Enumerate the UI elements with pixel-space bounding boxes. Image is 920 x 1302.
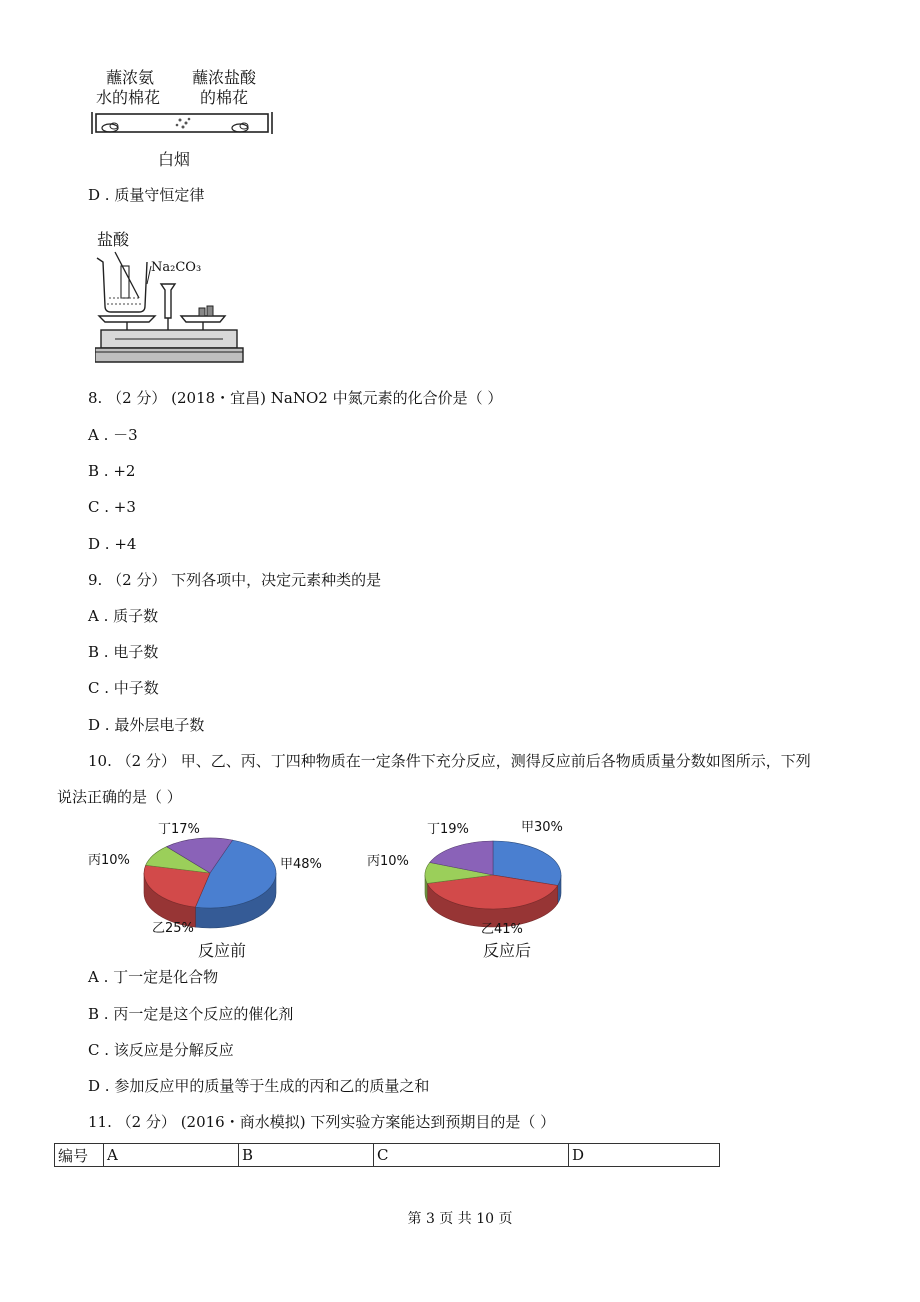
q8-option-b: B . +2	[88, 462, 136, 480]
label-white-smoke: 白烟	[158, 150, 191, 169]
table-header-cell: 编号	[55, 1144, 104, 1167]
pie-after-svg	[365, 815, 595, 965]
q10-option-a: A . 丁一定是化合物	[88, 968, 219, 986]
q10-option-d: D . 参加反应甲的质量等于生成的丙和乙的质量之和	[88, 1077, 430, 1095]
q7-option-d: D . 质量守恒定律	[88, 186, 205, 204]
page-footer: 第 3 页 共 10 页	[407, 1211, 513, 1227]
pie-after-label-ding: 丁19%	[427, 822, 469, 837]
q8-option-a: A . －3	[88, 426, 138, 444]
pie-after-title: 反应后	[483, 941, 532, 960]
table-header-cell: C	[374, 1144, 569, 1167]
label-hcl-cotton-1: 蘸浓盐酸	[192, 68, 257, 87]
pie-before-label-yi: 乙25%	[152, 921, 194, 936]
label-hcl-cotton-2: 的棉花	[200, 88, 249, 107]
table-row	[55, 1144, 720, 1167]
q9-option-c: C . 中子数	[88, 679, 159, 697]
pie-after-label-bing: 丙10%	[367, 854, 409, 869]
pie-before-label-bing: 丙10%	[88, 853, 130, 868]
q9-option-a: A . 质子数	[88, 607, 159, 625]
pie-after-label-jia: 甲30%	[521, 820, 563, 835]
label-sodium-carbonate: Na₂CO₃	[151, 260, 202, 275]
q10-option-b: B . 丙一定是这个反应的催化剂	[88, 1005, 294, 1023]
q11-table	[54, 1143, 720, 1167]
table-header-cell: B	[239, 1144, 374, 1167]
pie-chart-after	[365, 815, 595, 965]
table-header-cell: D	[569, 1144, 720, 1167]
balance-drawing	[95, 248, 245, 370]
q10-stem-line1: 10. （2 分） 甲、乙、丙、丁四种物质在一定条件下充分反应，测得反应前后各物质质量分数如图所示，下列	[88, 752, 811, 770]
q10-stem-line2: 说法正确的是（ ）	[57, 788, 182, 806]
glass-tube-drawing	[88, 108, 278, 140]
label-hydrochloric-acid: 盐酸	[97, 230, 130, 249]
pie-before-label-jia: 甲48%	[280, 857, 322, 872]
pie-before-label-ding: 丁17%	[158, 822, 200, 837]
q9-option-d: D . 最外层电子数	[88, 716, 205, 734]
ammonia-hcl-figure	[88, 64, 278, 174]
balance-figure	[95, 228, 245, 373]
q11-stem: 11. （2 分） (2016・商水模拟) 下列实验方案能达到预期目的是（ ）	[88, 1113, 556, 1131]
q8-option-c: C . +3	[88, 498, 136, 516]
label-ammonia-cotton-1: 蘸浓氨	[106, 68, 155, 87]
q8-option-d: D . +4	[88, 535, 137, 553]
pie-after-label-yi: 乙41%	[481, 922, 523, 937]
label-ammonia-cotton-2: 水的棉花	[96, 88, 161, 107]
q9-stem: 9. （2 分） 下列各项中，决定元素种类的是	[88, 571, 382, 589]
table-header-cell: A	[104, 1144, 239, 1167]
pie-chart-before	[80, 815, 340, 965]
q10-option-c: C . 该反应是分解反应	[88, 1041, 234, 1059]
q9-option-b: B . 电子数	[88, 643, 159, 661]
q8-stem: 8. （2 分） (2018・宜昌) NaNO2 中氮元素的化合价是（ ）	[88, 389, 503, 407]
pie-before-title: 反应前	[198, 941, 247, 960]
